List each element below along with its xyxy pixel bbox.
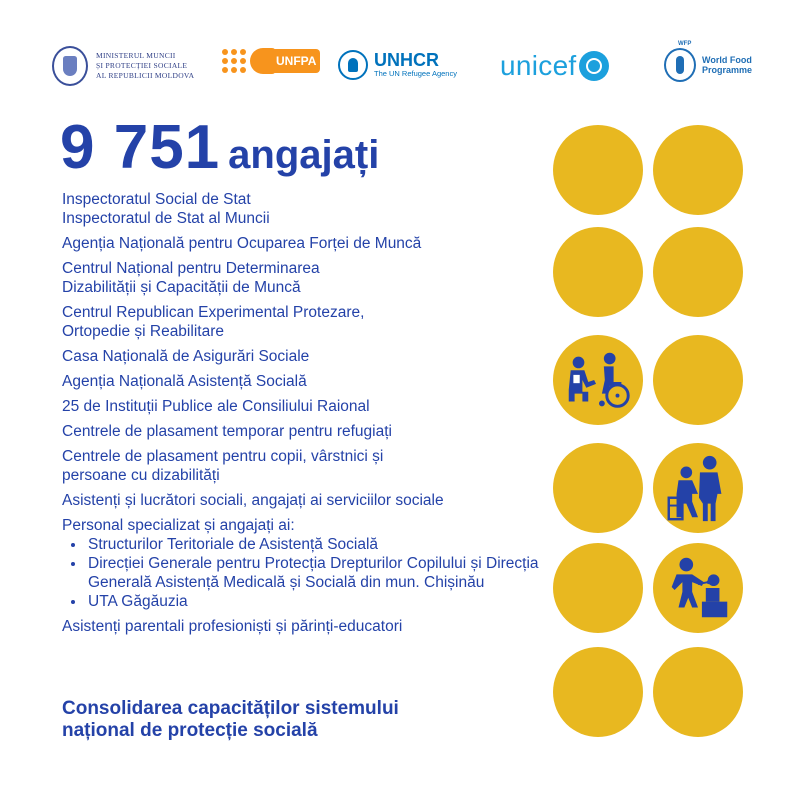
decorative-circle	[553, 543, 643, 633]
employee-count: 9 751	[60, 113, 221, 182]
list-item	[62, 422, 542, 441]
unhcr-hands-icon	[338, 50, 368, 80]
unhcr-tagline: The UN Refugee Agency	[374, 69, 457, 78]
specialized-staff-intro: Personal specializat și angajați ai:	[62, 517, 295, 534]
list-item	[62, 397, 542, 416]
list-item-line: persoane cu dizabilități	[62, 467, 220, 484]
list-item-line: Centrele de plasament pentru copii, vârstnici și	[62, 448, 384, 465]
specialized-staff-list	[62, 535, 542, 611]
footer-title-line2: național de protecție socială	[62, 720, 318, 741]
list-item-line: Agenția Națională pentru Ocuparea Forței de Muncă	[62, 235, 422, 252]
ministry-logo	[52, 46, 194, 86]
pictogram-circle	[553, 335, 643, 425]
list-item	[62, 259, 542, 297]
list-item	[62, 209, 542, 228]
ministry-name-line3: AL REPUBLICII MOLDOVA	[96, 71, 195, 80]
employee-count-label: angajați	[228, 133, 380, 177]
unfpa-logo	[222, 48, 320, 74]
list-item-line: Centrele de plasament temporar pentru refugiați	[62, 423, 392, 440]
partner-logos-bar	[0, 0, 800, 110]
wfp-wheat-icon	[664, 41, 696, 82]
unicef-globe-icon	[579, 51, 609, 81]
list-item: • Structurilor Teritoriale de Asistență Socială	[86, 535, 542, 554]
decorative-circle	[653, 227, 743, 317]
wfp-name-line1: World Food	[702, 55, 752, 65]
ministry-name-line1: MINISTERUL MUNCII	[96, 51, 176, 60]
list-item	[62, 372, 542, 391]
pictogram-circle	[653, 443, 743, 533]
footer-title-line1: Consolidarea capacităților sistemului	[62, 698, 399, 719]
child-feeding-icon	[659, 549, 737, 627]
list-item-line: Casa Națională de Asigurări Sociale	[62, 348, 310, 365]
list-item-line: 25 de Instituții Publice ale Consiliului Raional	[62, 398, 370, 415]
decorative-circle	[653, 125, 743, 215]
coat-of-arms-icon	[52, 46, 88, 86]
unicef-name: unicef	[500, 50, 577, 81]
list-item	[62, 491, 542, 510]
decorative-circle	[653, 335, 743, 425]
unicef-logo	[500, 50, 609, 82]
list-item-line: Centrul Republican Experimental Protezare,	[62, 304, 365, 321]
un-emblem-icon	[250, 48, 276, 74]
decorative-circle	[553, 125, 643, 215]
caregiver-wheelchair-icon	[559, 341, 637, 419]
wfp-name-line2: Programme	[702, 65, 753, 75]
unfpa-label: UNFPA	[274, 49, 320, 73]
list-item-line: Dizabilității și Capacității de Muncă	[62, 279, 301, 296]
list-item-line: Centrul Național pentru Determinarea	[62, 260, 320, 277]
list-item	[62, 447, 542, 485]
wfp-logo	[664, 41, 753, 82]
list-item-line: Inspectoratul Social de Stat	[62, 191, 251, 208]
list-item-line: Asistenți și lucrători sociali, angajați ai serviciilor sociale	[62, 492, 444, 509]
decorative-circles-grid	[553, 125, 753, 745]
list-item-line: Inspectoratul de Stat al Muncii	[62, 210, 270, 227]
list-item: • Direcției Generale pentru Protecția Drepturilor Copilului și Direcția Generală Asistență Medicală și Socială din mun. Chișinău	[86, 554, 542, 592]
unhcr-logo	[338, 50, 457, 80]
footer-title	[62, 698, 542, 742]
wfp-abbr: WFP	[678, 41, 692, 47]
decorative-circle	[653, 647, 743, 737]
unhcr-name: UNHCR	[374, 50, 439, 70]
list-item-line: Agenția Națională Asistență Socială	[62, 373, 307, 390]
list-item	[62, 303, 542, 341]
list-item	[62, 347, 542, 366]
headline	[60, 112, 379, 183]
decorative-circle	[553, 443, 643, 533]
elderly-care-icon	[659, 449, 737, 527]
list-item-line: Ortopedie și Reabilitare	[62, 323, 224, 340]
list-item	[62, 234, 542, 253]
list-item: • UTA Găgăuzia	[86, 592, 542, 611]
list-item	[62, 190, 542, 209]
decorative-circle	[553, 227, 643, 317]
unfpa-dots-icon	[222, 49, 246, 73]
pictogram-circle	[653, 543, 743, 633]
list-item-parental-assistants: Asistenți parentali profesioniști și părinți-educatori	[62, 618, 403, 635]
ministry-name-line2: ȘI PROTECȚIEI SOCIALE	[96, 61, 188, 70]
institution-list	[62, 190, 542, 642]
decorative-circle	[553, 647, 643, 737]
